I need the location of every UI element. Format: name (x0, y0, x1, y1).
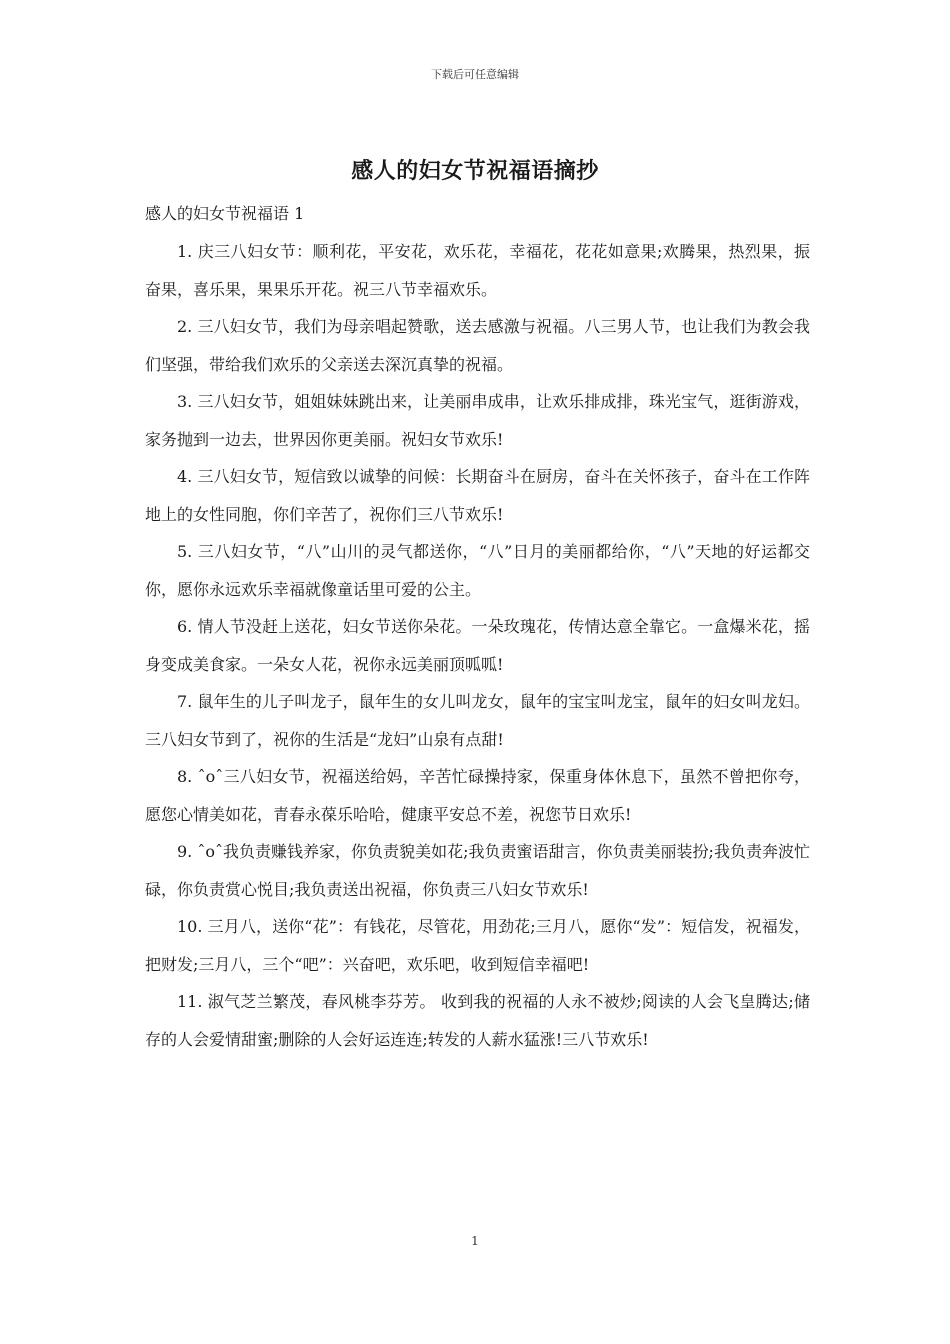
paragraph-3: 3. 三八妇女节，姐姐妹妹跳出来，让美丽串成串，让欢乐排成排，珠光宝气，逛街游戏，家务抛到一边去，世界因你更美丽。祝妇女节欢乐! (145, 392, 810, 449)
paragraph-6: 6. 情人节没赶上送花，妇女节送你朵花。一朵玫瑰花，传情达意全靠它。一盒爆米花，摇身变成美食家。一朵女人花，祝你永远美丽顶呱呱! (145, 617, 810, 674)
paragraph-8: 8. ˆoˆ三八妇女节，祝福送给妈，辛苦忙碌操持家，保重身体休息下，虽然不曾把你夸，愿您心情美如花，青春永葆乐哈哈，健康平安总不差，祝您节日欢乐! (145, 767, 810, 824)
document-body (145, 198, 810, 1058)
paragraph-11: 11. 淑气芝兰繁茂，春风桃李芬芳。 收到我的祝福的人永不被炒;阅读的人会飞皇腾达;储存的人会爱情甜蜜;删除的人会好运连连;转发的人薪水猛涨!三八节欢乐! (145, 992, 810, 1049)
page-number: 1 (471, 1234, 479, 1248)
paragraph-10: 10. 三月八，送你“花”：有钱花，尽管花，用劲花;三月八，愿你“发”：短信发，祝福发，把财发;三月八，三个“吧”：兴奋吧，欢乐吧，收到短信幸福吧! (145, 917, 810, 974)
header-note: 下载后可任意编辑 (431, 68, 519, 81)
paragraph-4: 4. 三八妇女节，短信致以诚挚的问候：长期奋斗在厨房，奋斗在关怀孩子，奋斗在工作阵地上的女性同胞，你们辛苦了，祝你们三八节欢乐! (145, 467, 810, 524)
paragraph-7: 7. 鼠年生的儿子叫龙子，鼠年生的女儿叫龙女，鼠年的宝宝叫龙宝，鼠年的妇女叫龙妇。三八妇女节到了，祝你的生活是“龙妇”山泉有点甜! (145, 692, 810, 749)
paragraph-2: 2. 三八妇女节，我们为母亲唱起赞歌，送去感激与祝福。八三男人节，也让我们为教会我们坚强，带给我们欢乐的父亲送去深沉真挚的祝福。 (145, 317, 810, 374)
paragraph-9: 9. ˆoˆ我负责赚钱养家，你负责貌美如花;我负责蜜语甜言，你负责美丽装扮;我负责奔波忙碌，你负责赏心悦目;我负责送出祝福，你负责三八妇女节欢乐! (145, 842, 810, 899)
paragraph-1: 1. 庆三八妇女节：顺利花，平安花，欢乐花，幸福花，花花如意果;欢腾果，热烈果，振奋果，喜乐果，果果乐开花。祝三八节幸福欢乐。 (145, 242, 810, 299)
document-title: 感人的妇女节祝福语摘抄 (351, 158, 599, 184)
document-subtitle: 感人的妇女节祝福语 1 (145, 204, 305, 223)
paragraph-5: 5. 三八妇女节，“八”山川的灵气都送你，“八”日月的美丽都给你，“八”天地的好运都交你，愿你永远欢乐幸福就像童话里可爱的公主。 (145, 542, 810, 599)
